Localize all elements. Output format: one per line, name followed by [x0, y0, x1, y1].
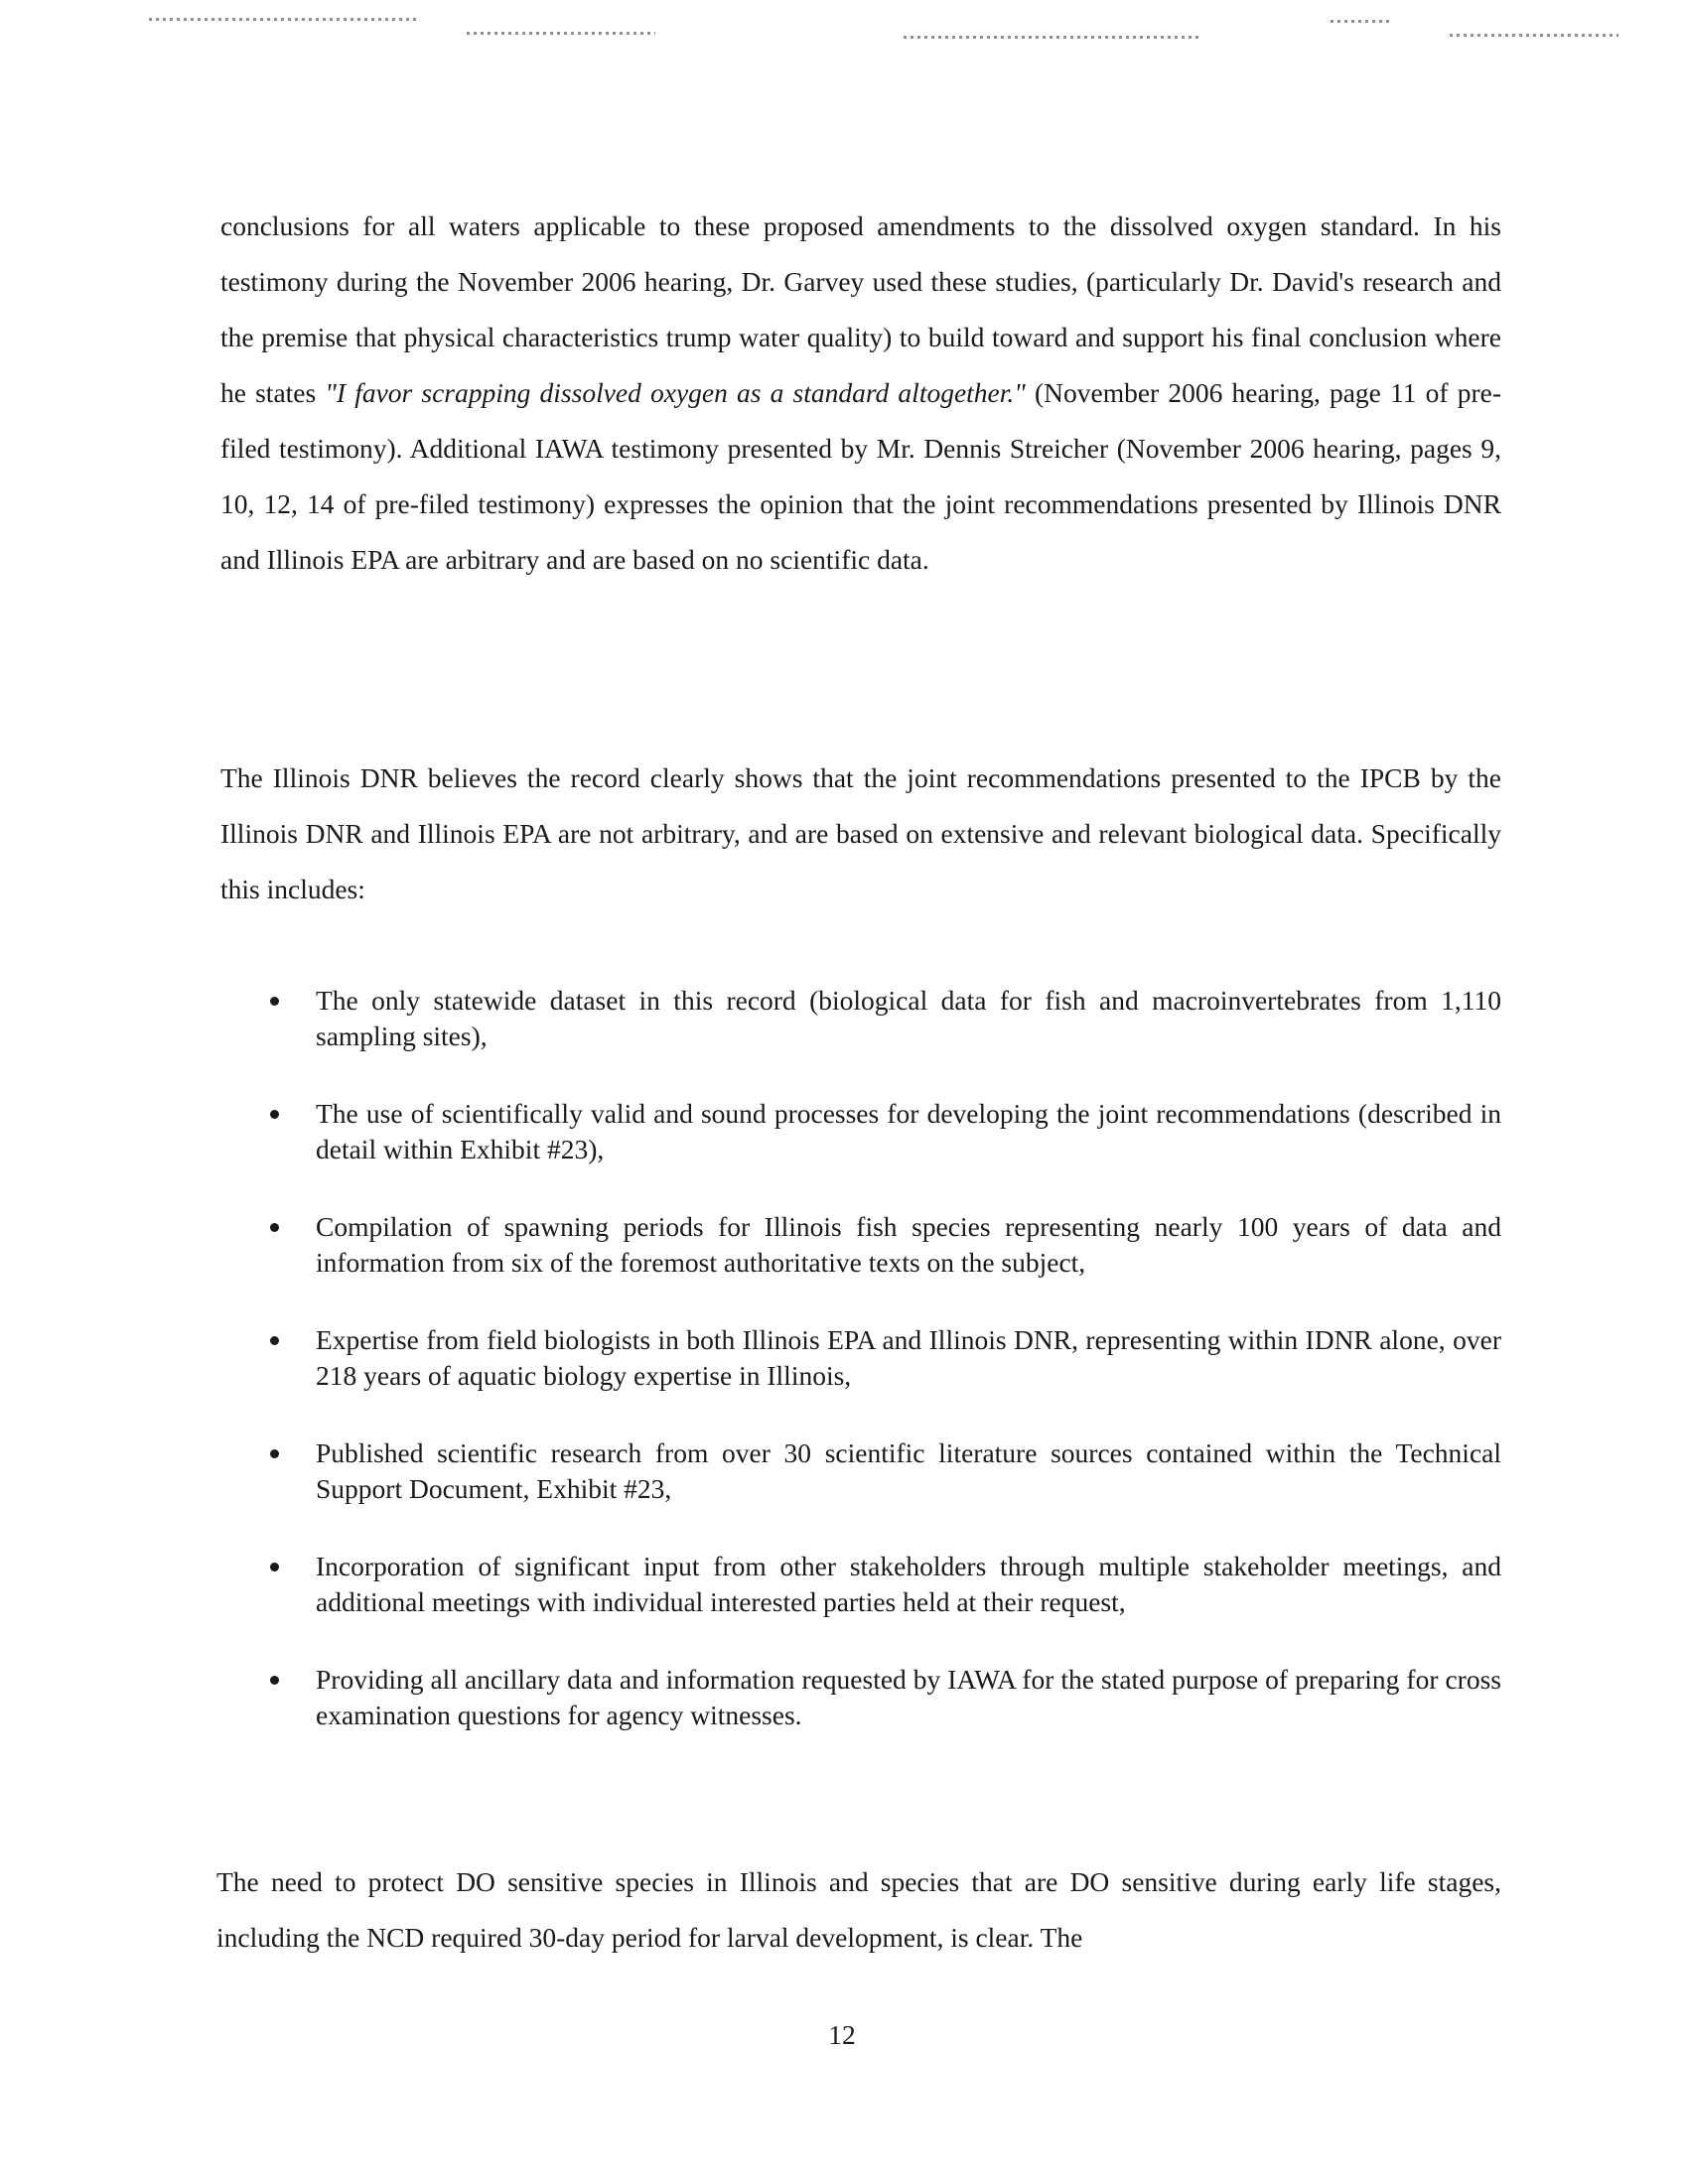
list-item — [220, 983, 1501, 1054]
list-item-text: The use of scientifically valid and sound processes for developing the joint recommendations (described in detail within Exhibit #23), — [316, 1098, 1501, 1164]
paragraph-idnr-position: The Illinois DNR believes the record clearly shows that the joint recommendations presented to the IPCB by the Illinois DNR and Illinois EPA are not arbitrary, and are based on extensive and relevant biological data. Specifically this includes: — [220, 762, 1501, 904]
list-item — [220, 1322, 1501, 1394]
evidence-list — [220, 983, 1501, 1775]
list-item — [220, 1549, 1501, 1620]
bullet-icon — [270, 1223, 279, 1232]
bullet-icon — [270, 1110, 279, 1119]
paragraph-testimony-summary — [220, 199, 1501, 588]
list-item — [220, 1435, 1501, 1507]
list-item-text: Expertise from field biologists in both Illinois EPA and Illinois DNR, representing within IDNR alone, over 218 years of aquatic biology expertise in Illinois, — [316, 1324, 1501, 1391]
bullet-icon — [270, 1676, 279, 1685]
paragraph-do-sensitive-species: The need to protect DO sensitive species in Illinois and species that are DO sensitive during early life stages, including the NCD required 30-day period for larval development, is clear. The — [216, 1866, 1501, 1953]
fax-transmission-header — [0, 12, 1684, 52]
paragraph-text: conclusions for all waters applicable to these proposed amendments to the dissolved oxygen standard. In his testimony during the November 2006 hearing, Dr. Garvey used these studies, (particularly Dr. David's research and the premise that physical characteristics trump water quality) to build toward and support his final conclusion where he states — [220, 210, 1501, 408]
garvey-quote: "I favor scrapping dissolved oxygen as a standard altogether." — [325, 377, 1026, 408]
list-item-text: Providing all ancillary data and information requested by IAWA for the stated purpose of preparing for cross examination questions for agency witnesses. — [316, 1664, 1501, 1730]
bullet-icon — [270, 997, 279, 1006]
bullet-icon — [270, 1336, 279, 1345]
list-item — [220, 1662, 1501, 1733]
list-item — [220, 1209, 1501, 1281]
list-item — [220, 1096, 1501, 1167]
page-number: 12 — [828, 2019, 856, 2050]
list-item-text: Published scientific research from over 30 scientific literature sources contained within the Technical Support Document, Exhibit #23, — [316, 1437, 1501, 1504]
list-item-text: Incorporation of significant input from other stakeholders through multiple stakeholder meetings, and additional meetings with individual interested parties held at their request, — [316, 1551, 1501, 1617]
list-item-text: The only statewide dataset in this record (biological data for fish and macroinvertebrates from 1,110 sampling sites), — [316, 985, 1501, 1051]
bullet-icon — [270, 1449, 279, 1458]
paragraph-text: (November 2006 hearing, page 11 of pre-filed testimony). Additional IAWA testimony presented by Mr. Dennis Streicher (November 2006 hearing, pages 9, 10, 12, 14 of pre-filed testimony) expresses the opinion that the joint recommendations presented by Illinois DNR and Illinois EPA are arbitrary and are based on no scientific data. — [220, 377, 1501, 575]
bullet-icon — [270, 1563, 279, 1571]
list-item-text: Compilation of spawning periods for Illinois fish species representing nearly 100 years of data and information from six of the foremost authoritative texts on the subject, — [316, 1211, 1501, 1278]
